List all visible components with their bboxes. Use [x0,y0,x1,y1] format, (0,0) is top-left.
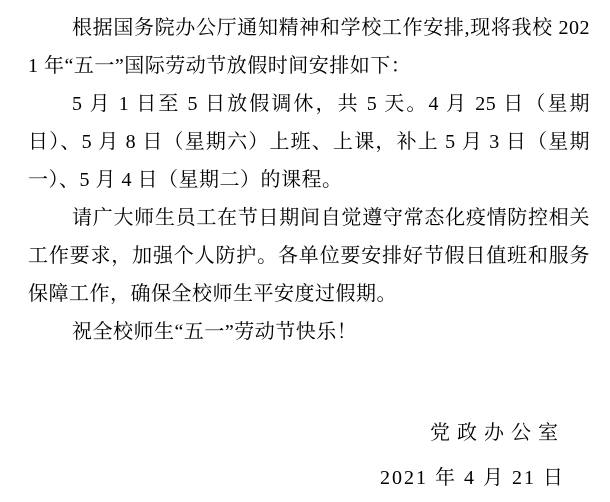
notice-body [28,9,590,351]
notice-paragraph-requirements: 请广大师生员工在节日期间自觉遵守常态化疫情防控相关工作要求，加强个人防护。各单位要安排好节假日值班和服务保障工作，确保全校师生平安度过假期。 [28,207,590,305]
notice-closing [28,411,590,501]
signature: 党政办公室 [430,422,565,444]
notice-paragraph-greeting: 祝全校师生“五一”劳动节快乐！ [72,321,358,343]
notice-paragraph-intro: 根据国务院办公厅通知精神和学校工作安排,现将我校 2021 年“五一”国际劳动节放假时间安排如下： [28,17,590,77]
notice-paragraph-schedule: 5 月 1 日至 5 日放假调休，共 5 天。4 月 25 日（星期日）、5 月 8 日（星期六）上班、上课，补上 5 月 3 日（星期一）、5 月 4 日（星期二）的课程。 [28,93,590,191]
notice-date: 2021 年 4 月 21 日 [380,467,565,489]
